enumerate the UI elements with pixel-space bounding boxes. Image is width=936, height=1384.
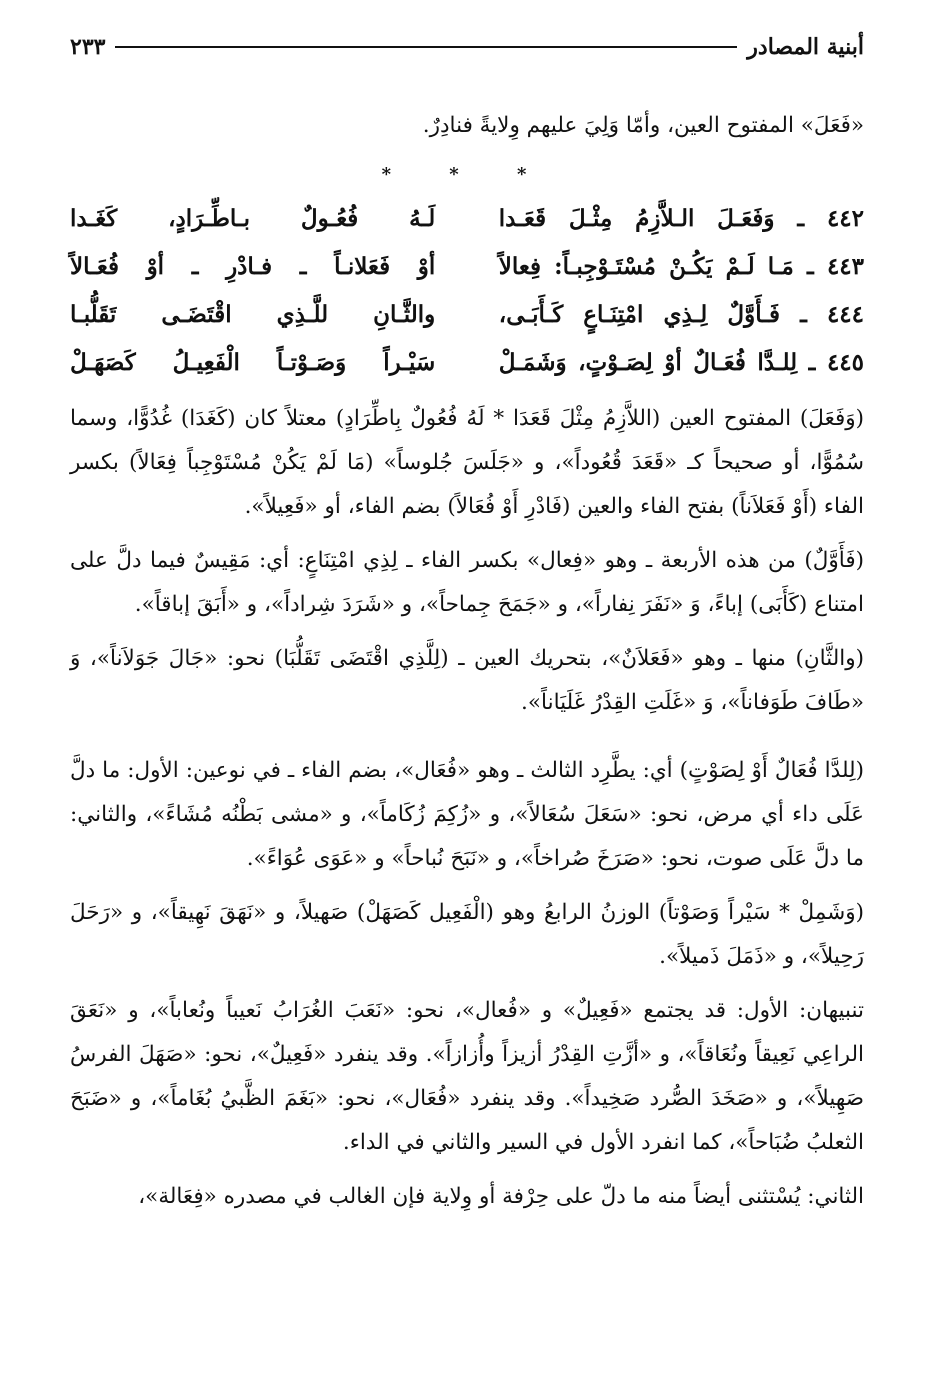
- running-header: [70, 30, 864, 64]
- commentary-paragraph: (والثَّانِ) منها ـ وهو «فَعَلاَنٌ»، بتحريك العين ـ (لِلَّذِي اقْتَضَى تَقَلُّبَا) نحو: «جَالَ جَوَلاَناً»، وَ «طَافَ طَوَفاناً»، وَ «غَلَتِ القِدْرُ غَلَيَاناً».: [70, 646, 864, 715]
- commentary-paragraph: (لِلدَّا فُعَالٌ أَوْ لِصَوْتٍ) أي: يطَّرِد الثالث ـ وهو «فُعَال»، بضم الفاء ـ في نوعين: الأول: ما دلَّ عَلَى داء أي مرض، نحو: «سَعَلَ سُعَالاً»، و «زُكِمَ زُكَاماً»، و «مشى بَطْنُه مُشَاءً»، والثاني: ما دلَّ عَلَى صوت، نحو: «صَرَخَ صُراخاً»، و «نَبَحَ نُباحاً» و «عَوَى عُوَاءً».: [70, 758, 864, 871]
- verse-first-hemistich: ٤٤٥ ـ لِلـدَّا فُعَـالٌ أوْ لِصَـوْتٍ، وَشَمَـلْ: [498, 349, 864, 376]
- verse-first-hemistich: ٤٤٢ ـ وَفَعَـلَ الـلاَّزِمُ مِثْـلَ قَعَـدا: [498, 205, 864, 232]
- verse-first-hemistich: ٤٤٣ ـ مَـا لَـمْ يَكُـنْ مُسْتَـوْجِبـاً: فِعالاً: [498, 253, 864, 280]
- verse-second-hemistich: لَـهُ فُعُـولٌ بـاطِّـرَادٍ، كَغَـدا: [70, 205, 436, 232]
- verse-second-hemistich: والثَّـانِ للَّـذِي اقْتَضَـى تَقَلُّبـا: [70, 301, 436, 328]
- commentary-paragraph: (وَفَعَلَ) المفتوح العين (اللاَّزِمُ مِثْلَ قَعَدَا * لَهُ فُعُولٌ بِاطِّرَادٍ) معتلاً كان (كَغَدَا) غُدُوًّا، وسما سُمُوًّا، أو صحيحاً كـ «قَعَدَ قُعُوداً»، و «جَلَسَ جُلوساً» (مَا لَمْ يَكُنْ مُسْتَوْجِباً فِعَالاً) بكسر الفاء (أَوْ فَعَلاَناً) بفتح الفاء والعين (فَادْرِ أَوْ فُعَالاً) بضم الفاء، أو «فَعِيلاً».: [70, 406, 864, 519]
- page-number: ٢٣٣: [70, 34, 106, 60]
- notes-paragraph: الثاني: يُسْتثنى أيضاً منه ما دلّ على حِرْفة أو وِلاية فإن الغالب في مصدره «فِعَالة»،: [138, 1184, 864, 1209]
- verse-line: [70, 243, 864, 291]
- commentary-paragraph: (وَشَمِلْ * سَيْراً وَصَوْتاً) الوزنُ الرابعُ وهو (الْفَعِيل كَصَهَلْ) صَهيلاً، و «نَهَقَ نَهِيقاً»، و «رَحَلَ رَحِيلاً»، و «ذَمَلَ ذَميلاً».: [70, 900, 864, 969]
- notes-paragraph: تنبيهان: الأول: قد يجتمع «فَعِيلٌ» و «فُعال»، نحو: «نَعَبَ الغُرَابُ نَعيباً ونُعاباً»، و «نَعَقَ الراعِي نَعِيقاً ونُعَاقاً»، و «أزَّتِ القِدْرُ أزيزاً وأُزازاً». وقد ينفرد «فَعِيلٌ»، نحو: «صَهَلَ الفرسُ صَهِيلاً»، و «صَخَدَ الصُّرد صَخِيداً». وقد ينفرد «فُعَال»، نحو: «بَغَمَ الظَّبيُ بُغَاماً»، و «ضَبَحَ الثعلبُ ضُبَاحاً»، كما انفرد الأول في السير والثاني في الداء.: [70, 998, 864, 1155]
- verse-second-hemistich: أوْ فَعَلانـاً ـ فـادْرِ ـ أوْ فُعَـالاً: [70, 253, 436, 280]
- verse-first-hemistich: ٤٤٤ ـ فَـأَوَّلٌ لِـذِي امْتِنَـاعٍ كَـأَبَـى،: [498, 301, 864, 328]
- verse-line: [70, 291, 864, 339]
- intro-line: «فَعَلَ» المفتوح العين، وأمّا وَلِيَ عليهم وِلايةً فنادِرٌ.: [422, 113, 864, 138]
- header-rule: [115, 46, 737, 48]
- section-separator: * * *: [381, 164, 553, 185]
- commentary-paragraph: (فَأَوَّلٌ) من هذه الأربعة ـ وهو «فِعال» بكسر الفاء ـ لِذِي امْتِنَاعٍ: أي: مَقِيسٌ فيما دلَّ على امتناع (كَأَبَى) إباءً، وَ «نَفَرَ نِفاراً»، و «جَمَحَ جِماحاً»، و «شَرَدَ شِراداً»، و «أَبَقَ إباقاً».: [70, 548, 864, 617]
- chapter-title: أبنية المصادر: [747, 34, 864, 60]
- verse-line: [70, 195, 864, 243]
- verse-line: [70, 339, 864, 387]
- verse-second-hemistich: سَيْـراً وَصَـوْتـاً الْفَعِيـلُ كَصَهَـلْ: [70, 349, 436, 376]
- verse-block: [70, 195, 864, 387]
